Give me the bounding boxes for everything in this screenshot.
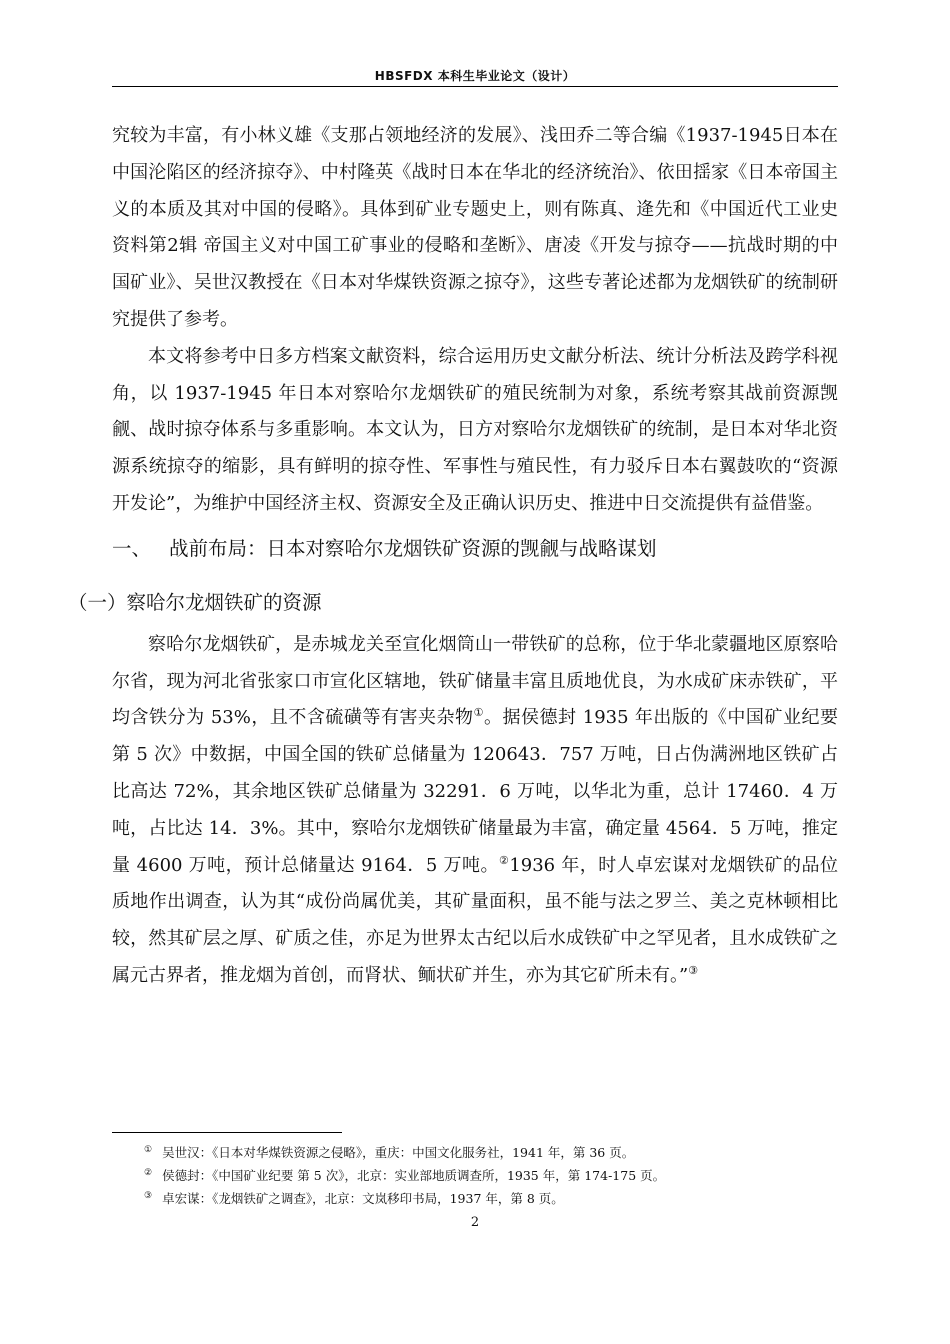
footnote-mark: ① <box>144 1144 153 1155</box>
paragraph-text: 。据侯德封 1935 年出版的《中国矿业纪要 第 5 次》中数据，中国全国的铁矿总储量为 120643．757 万吨，日占伪满洲地区铁矿占比高达 72%，其余地区铁矿总储量为 32291．6 万吨，以华北为重，总计 17460．4 万吨，占比达 14．3%。其中，察哈尔龙烟铁矿储量最为丰富，确定量 4564．5 万吨，推定量 4600 万吨，预计总储量达 9164．5 万吨。 <box>112 707 838 876</box>
footnote-text: 侯德封：《中国矿业纪要 第 5 次》，北京：实业部地质调查所，1935 年，第 174-175 页。 <box>162 1168 666 1183</box>
section-number: 一、 <box>112 536 152 560</box>
subsection-heading: （一）察哈尔龙烟铁矿的资源 <box>68 590 322 614</box>
footnote-ref[interactable]: ① <box>473 706 484 720</box>
paragraph-resource <box>112 627 838 995</box>
footnote-ref[interactable]: ③ <box>688 963 699 977</box>
paragraph-text: 察哈尔龙烟铁矿，是赤城龙关至宣化烟筒山一带铁矿的总称，位于华北蒙疆地区原察哈尔省，现为河北省张家口市宣化区辖地，铁矿储量丰富且质地优良，为水成矿床赤铁矿，平均含铁分为 53%，且不含硫磺等有害夹杂物 <box>112 633 838 729</box>
footnote-rule <box>112 1132 342 1133</box>
footnote-mark: ③ <box>144 1190 153 1201</box>
page-number: 2 <box>470 1215 480 1230</box>
page-body <box>68 118 838 995</box>
section-title: 战前布局：日本对察哈尔龙烟铁矿资源的觊觎与战略谋划 <box>169 536 657 560</box>
paragraph-thesis: 本文将参考中日多方档案文献资料，综合运用历史文献分析法、统计分析法及跨学科视角，以 1937-1945 年日本对察哈尔龙烟铁矿的殖民统制为对象，系统考察其战前资源觊觎、战时掠夺体系与多重影响。本文认为，日方对察哈尔龙烟铁矿的统制，是日本对华北资源系统掠夺的缩影，具有鲜明的掠夺性、军事性与殖民性，有力驳斥日本右翼鼓吹的“资源开发论”，为维护中国经济主权、资源安全及正确认识历史、推进中日交流提供有益借鉴。 <box>112 345 838 514</box>
footnote-text: 卓宏谋：《龙烟铁矿之调查》，北京：文岚移印书局，1937 年，第 8 页。 <box>162 1191 564 1206</box>
footnote <box>144 1187 838 1210</box>
paragraph-literature: 究较为丰富，有小林义雄《支那占领地经济的发展》、浅田乔二等合编《1937-1945日本在中国沦陷区的经济掠夺》、中村隆英《战时日本在华北的经济统治》、依田揺家《日本帝国主义的本质及其对中国的侵略》。具体到矿业专题史上，则有陈真、逄先和《中国近代工业史资料第2辑 帝国主义对中国工矿事业的侵略和垄断》、唐凌《开发与掠夺——抗战时期的中国矿业》、吴世汉教授在《日本对华煤铁资源之掠夺》，这些专著论述都为龙烟铁矿的统制研究提供了参考。 <box>112 125 838 330</box>
footnotes <box>144 1141 838 1210</box>
paragraph-text: 1936 年，时人卓宏谋对龙烟铁矿的品位质地作出调查，认为其“成份尚属优美，其矿量面积，虽不能与法之罗兰、美之克林顿相比较，然其矿层之厚、矿质之佳，亦足为世界太古纪以后水成铁矿中之罕见者，且水成铁矿之属元古界者，推龙烟为首创，而肾状、鲕状矿并生，亦为其它矿所未有。” <box>112 854 838 986</box>
footnote <box>144 1141 838 1164</box>
footnote-mark: ② <box>144 1167 153 1178</box>
section-heading <box>112 523 838 585</box>
header-rule <box>112 86 838 87</box>
footnote-text: 吴世汉：《日本对华煤铁资源之侵略》，重庆：中国文化服务社，1941 年，第 36 页。 <box>162 1145 635 1160</box>
running-header: HBSFDX 本科生毕业论文（设计） <box>374 69 576 83</box>
footnote <box>144 1164 838 1187</box>
footnote-ref[interactable]: ② <box>498 853 510 867</box>
